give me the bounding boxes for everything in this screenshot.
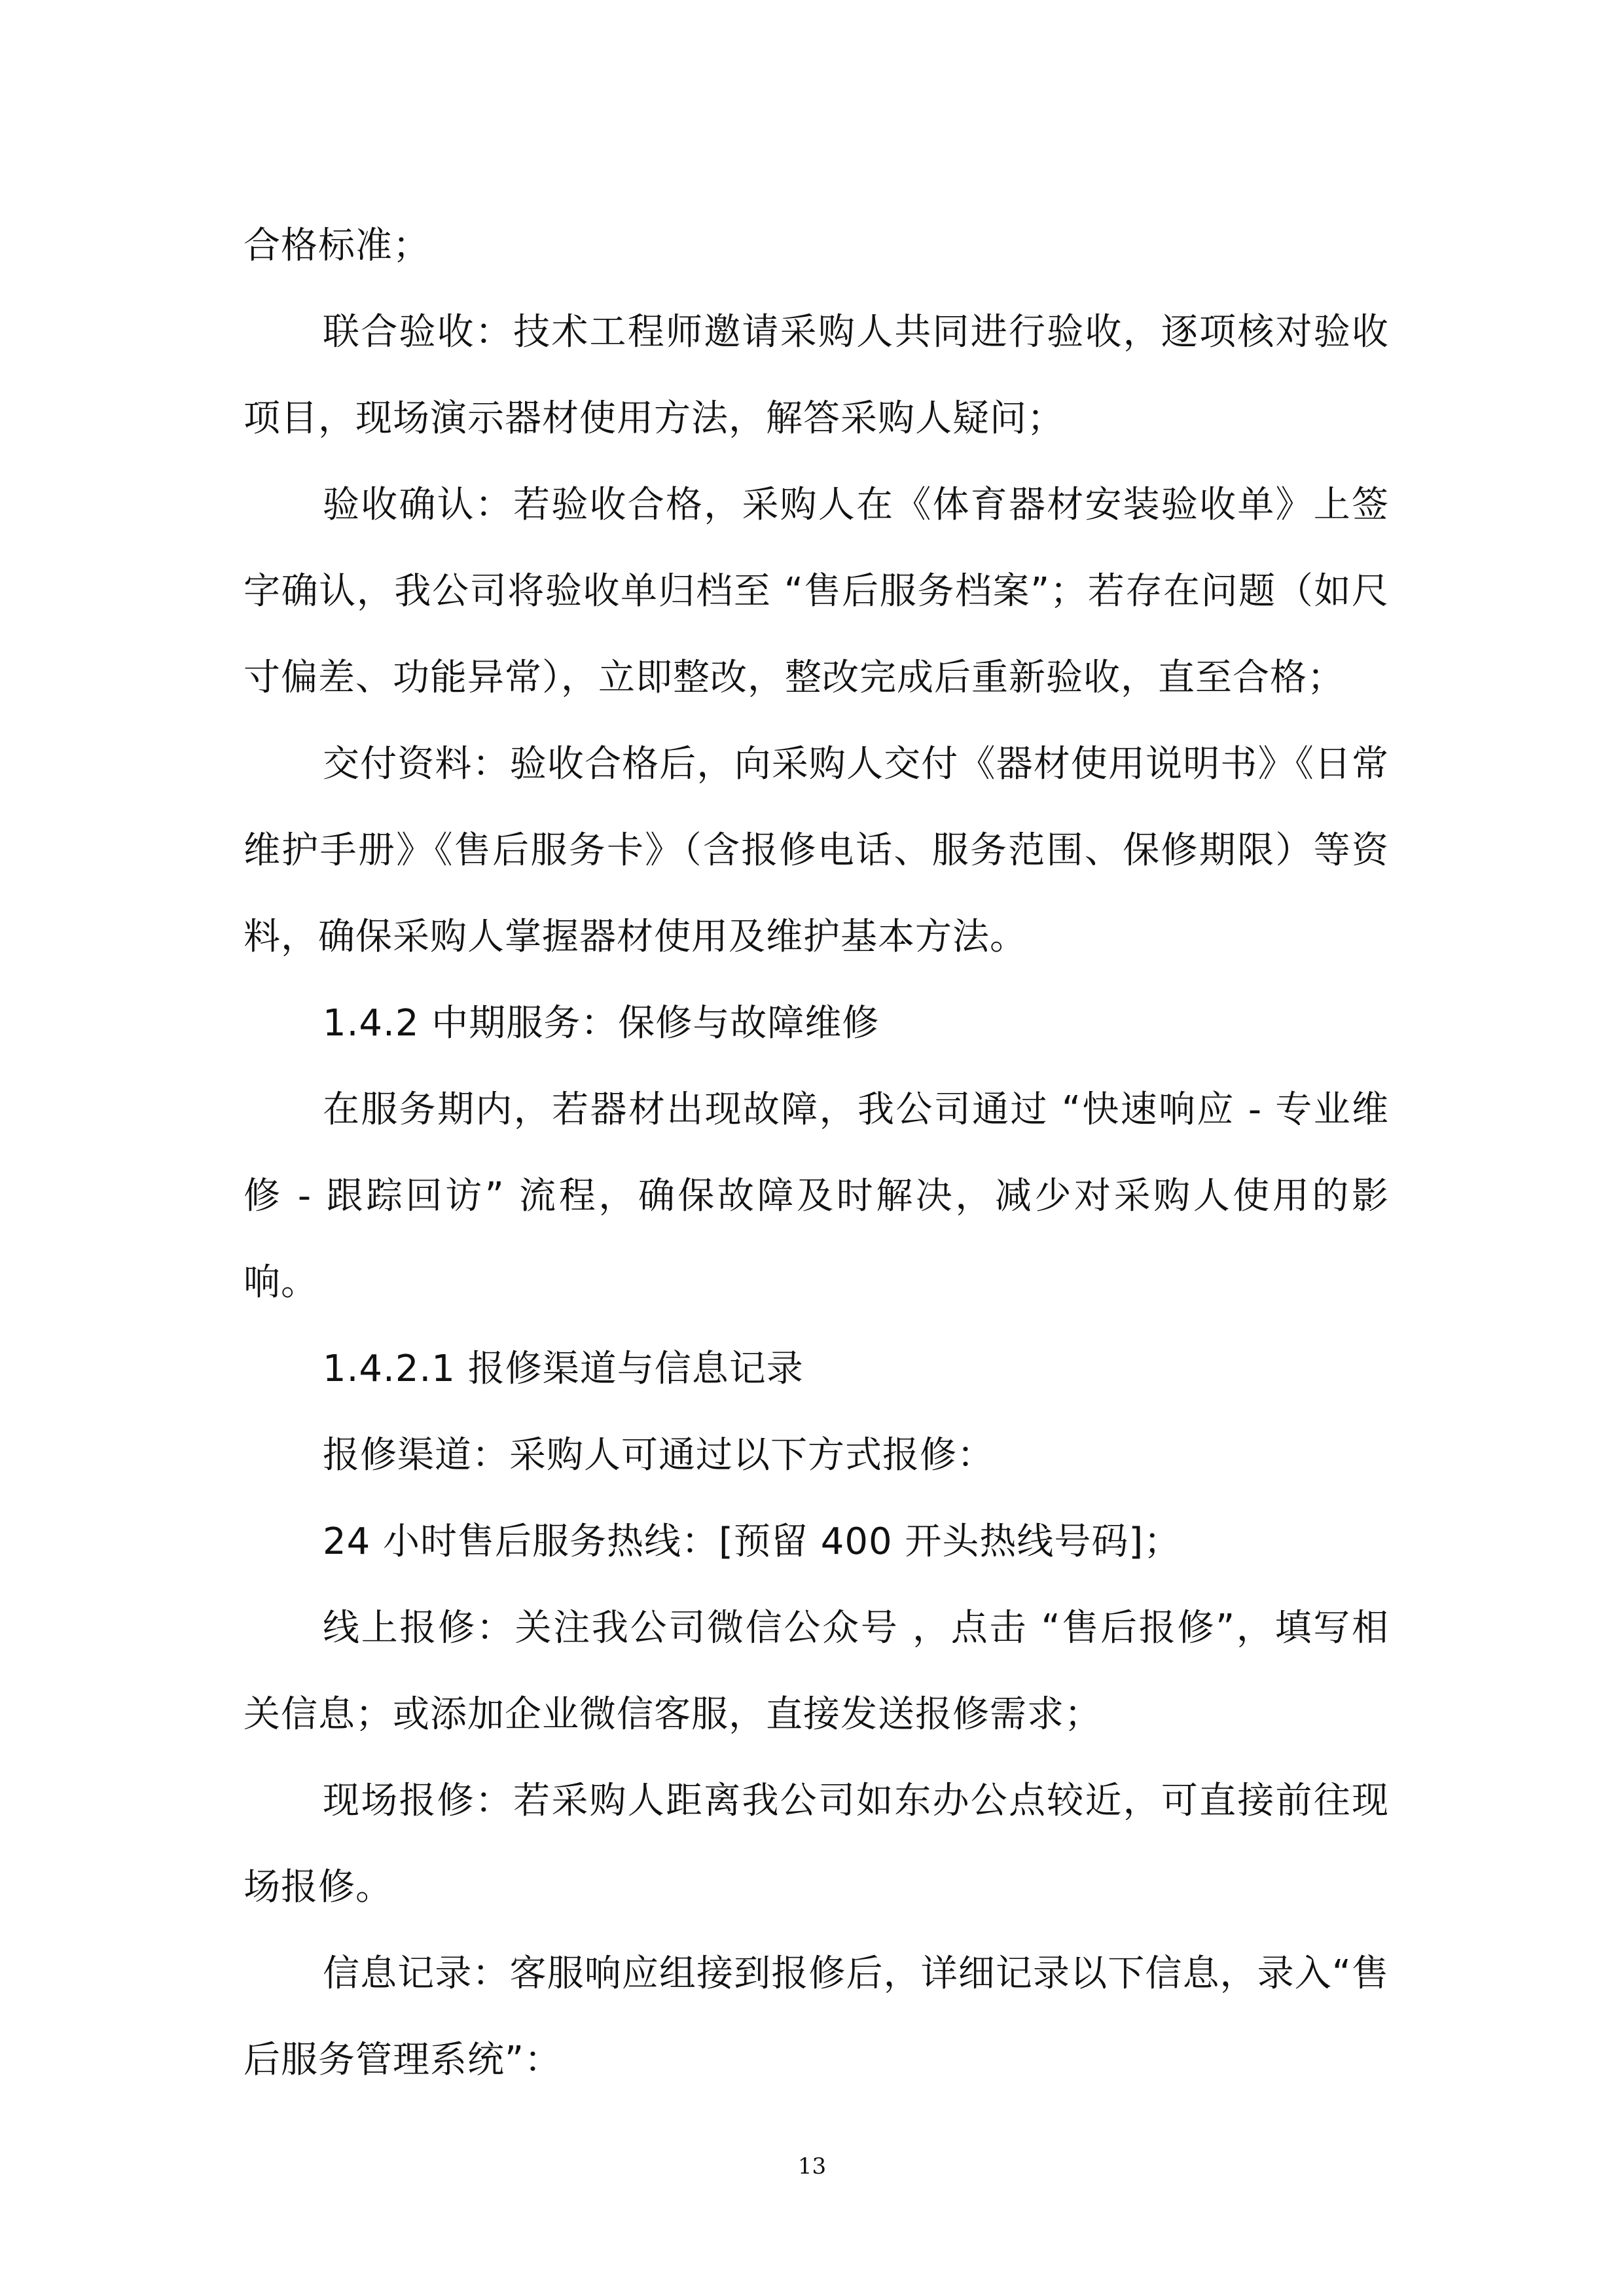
body-text — [244, 203, 1389, 2104]
paragraph-repair-channels: 报修渠道：采购人可通过以下方式报修： — [323, 1434, 994, 1477]
paragraph-service-period: 在服务期内，若器材出现故障，我公司通过 “快速响应 - 专业维修 - 跟踪回访” 流程，确保故障及时解决，减少对采购人使用的影响。 — [244, 1088, 1389, 1304]
paragraph-hotline: 24 小时售后服务热线：[预留 400 开头热线号码]； — [323, 1520, 1182, 1563]
paragraph-acceptance-confirmation: 验收确认：若验收合格，采购人在《体育器材安装验收单》上签字确认，我公司将验收单归档至 “售后服务档案”；若存在问题（如尺寸偏差、功能异常），立即整改，整改完成后重新验收，直至合格； — [244, 484, 1389, 699]
page-number: 13 — [797, 2153, 827, 2179]
paragraph-delivery-materials: 交付资料：验收合格后，向采购人交付《器材使用说明书》《日常维护手册》《售后服务卡》（含报修电话、服务范围、保修期限）等资料，确保采购人掌握器材使用及维护基本方法。 — [244, 743, 1389, 958]
section-heading-1-4-2-1: 1.4.2.1 报修渠道与信息记录 — [323, 1348, 804, 1390]
paragraph-onsite-repair: 现场报修：若采购人距离我公司如东办公点较近，可直接前往现场报修。 — [244, 1780, 1389, 1909]
paragraph-information-record: 信息记录：客服响应组接到报修后，详细记录以下信息，录入“售后服务管理系统”： — [244, 1952, 1389, 2081]
paragraph-online-repair: 线上报修：关注我公司微信公众号 ，点击 “售后报修”，填写相关信息；或添加企业微信客服，直接发送报修需求； — [244, 1607, 1389, 1736]
paragraph-acceptance-standard: 合格标准； — [244, 224, 430, 267]
section-heading-1-4-2: 1.4.2 中期服务：保修与故障维修 — [323, 1002, 880, 1045]
paragraph-joint-acceptance: 联合验收：技术工程师邀请采购人共同进行验收，逐项核对验收项目，现场演示器材使用方法，解答采购人疑问； — [244, 311, 1389, 440]
